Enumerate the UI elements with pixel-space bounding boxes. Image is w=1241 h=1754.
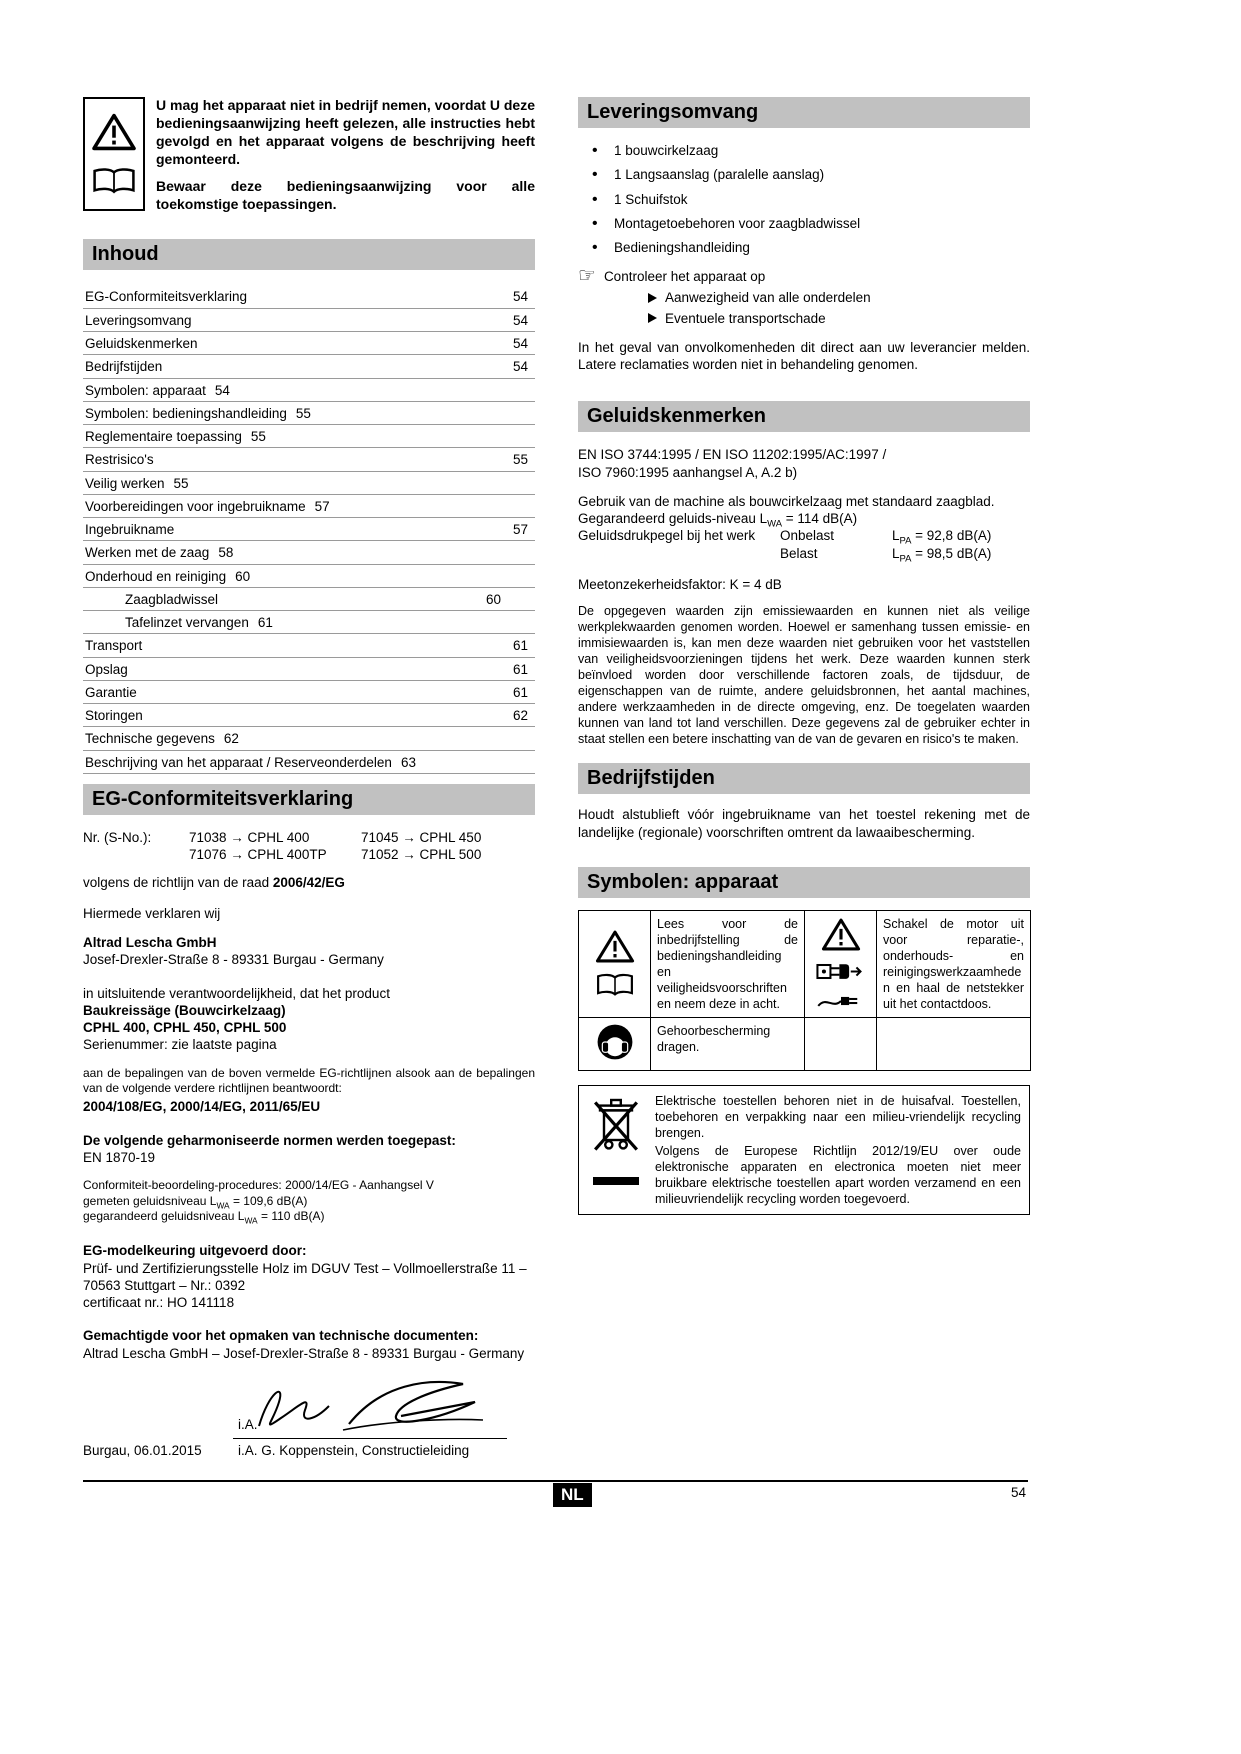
check-list bbox=[648, 289, 1030, 327]
provisions-line: aan de bepalingen van de boven vermelde EG-richtlijnen alsook aan de bepalingen van de volgende verdere richtlijnen beantwoordt: bbox=[83, 1065, 535, 1096]
noise-standards: EN ISO 3744:1995 / EN ISO 11202:1995/AC:1997 / bbox=[578, 447, 887, 463]
noise-pressure-row: Belast $L_{PA} = 98,5$ dB(A) bbox=[780, 545, 992, 565]
crossed-out-bin-icon bbox=[592, 1095, 640, 1153]
toc-item-page: 61 bbox=[512, 638, 528, 654]
ear-protection-icon bbox=[596, 1023, 634, 1061]
language-badge: NL bbox=[553, 1483, 592, 1507]
signature-line bbox=[233, 1438, 507, 1439]
section-header-inhoud: Inhoud bbox=[83, 239, 535, 270]
section-header-noise: Geluidskenmerken bbox=[578, 401, 1030, 432]
toc-item bbox=[83, 704, 535, 727]
section-header-hours: Bedrijfstijden bbox=[578, 763, 1030, 794]
toc-item-label: Werken met de zaag bbox=[85, 545, 210, 561]
toc-item bbox=[83, 541, 535, 564]
toc-item-label: Voorbereidingen voor ingebruikname bbox=[85, 498, 306, 514]
toc-item-page: 63 bbox=[400, 754, 416, 770]
ec-exam-body: Prüf- und Zertifizierungsstelle Holz im DGUV Test – Vollmoellerstraße 11 – 70563 Stuttgart – Nr.: 0392 bbox=[83, 1260, 527, 1293]
toc-item bbox=[83, 518, 535, 541]
plug-cable-icon bbox=[815, 991, 867, 1011]
unplug-icon bbox=[815, 960, 867, 983]
left-column bbox=[83, 97, 535, 1472]
toc-item-page: 57 bbox=[512, 522, 528, 538]
signature-block bbox=[83, 1380, 535, 1472]
signatory-name: i.A. G. Koppenstein, Constructieleiding bbox=[238, 1442, 470, 1458]
toc-item bbox=[83, 751, 535, 774]
section-header-delivery: Leveringsomvang bbox=[578, 97, 1030, 128]
list-item: • 1 Schuifstok bbox=[592, 191, 1030, 208]
docs-line: Altrad Lescha GmbH – Josef-Drexler-Straße 8 - 89331 Burgau - Germany bbox=[83, 1345, 525, 1361]
right-column bbox=[578, 97, 1030, 1215]
docs-heading: Gemachtigde voor het opmaken van technische documenten: bbox=[83, 1328, 479, 1344]
model-entry: 71076 → CPHL 400TP bbox=[189, 847, 327, 863]
norms-heading: De volgende geharmoniseerde normen werden toegepast: bbox=[83, 1132, 456, 1148]
noise-usage: Gebruik van de machine als bouwcirkelzaag met standaard zaagblad. bbox=[578, 493, 995, 509]
toc-item-page: 54 bbox=[512, 312, 528, 328]
symbols-table bbox=[578, 910, 1031, 1071]
toc-item-page: 60 bbox=[485, 591, 501, 607]
warning-box bbox=[83, 97, 145, 211]
page-footer bbox=[83, 1480, 1028, 1506]
toc-item-label: Onderhoud en reiniging bbox=[85, 568, 227, 584]
toc-item-label: Restrisico's bbox=[85, 452, 154, 468]
toc-item-label: Storingen bbox=[85, 708, 143, 724]
responsibility-line: in uitsluitende verantwoordelijkheid, dat het product bbox=[83, 985, 390, 1001]
norms-value: EN 1870-19 bbox=[83, 1149, 156, 1165]
toc-item bbox=[83, 681, 535, 704]
toc-item-page: 54 bbox=[512, 335, 528, 351]
model-entry: 71052 → CPHL 500 bbox=[361, 847, 482, 863]
serial-number-block bbox=[83, 829, 535, 864]
toc-item bbox=[83, 611, 535, 634]
model-entry: 71038 → CPHL 400 bbox=[189, 830, 310, 846]
toc-item-page: 55 bbox=[512, 452, 528, 468]
declaration-line: Hiermede verklaren wij bbox=[83, 905, 221, 921]
toc-item-label: Ingebruikname bbox=[85, 522, 175, 538]
list-item: • Montagetoebehoren voor zaagbladwissel bbox=[592, 215, 1030, 232]
intro-paragraph: Bewaar deze bedieningsaanwijzing voor alle toekomstige toepassingen. bbox=[156, 177, 535, 212]
list-item: • 1 Langsaanslag (paralelle aanslag) bbox=[592, 166, 1030, 183]
model-entry: 71045 → CPHL 450 bbox=[361, 830, 482, 846]
toc-item-label: Tafelinzet vervangen bbox=[125, 615, 249, 631]
toc-item-page: 57 bbox=[314, 498, 330, 514]
toc-item-label: Transport bbox=[85, 638, 143, 654]
list-item: Eventuele transportschade bbox=[648, 310, 1030, 327]
toc-item-label: Garantie bbox=[85, 684, 137, 700]
delivery-list bbox=[592, 142, 1030, 256]
toc-item-label: Symbolen: apparaat bbox=[85, 382, 206, 398]
read-manual-notice bbox=[83, 97, 535, 213]
toc-item bbox=[83, 379, 535, 402]
toc-item-page: 55 bbox=[250, 429, 266, 445]
manual-book-icon bbox=[91, 166, 137, 196]
toc-item bbox=[83, 634, 535, 657]
toc-item-page: 55 bbox=[295, 405, 311, 421]
ec-exam-heading: EG-modelkeuring uitgevoerd door: bbox=[83, 1243, 307, 1259]
toc-item-page: 62 bbox=[512, 708, 528, 724]
toc-item bbox=[83, 332, 535, 355]
weee-box bbox=[578, 1085, 1030, 1215]
list-item: • 1 bouwcirkelzaag bbox=[592, 142, 1030, 159]
toc-item-label: Veilig werken bbox=[85, 475, 165, 491]
toc-item-page: 55 bbox=[173, 475, 189, 491]
toc-item-label: Technische gegevens bbox=[85, 731, 215, 747]
toc-item-page: 54 bbox=[512, 359, 528, 375]
toc-item-label: Beschrijving van het apparaat / Reserveonderdelen bbox=[85, 754, 392, 770]
table-of-contents bbox=[83, 285, 535, 774]
toc-item bbox=[83, 402, 535, 425]
conformity-body bbox=[83, 829, 535, 1472]
toc-item bbox=[83, 565, 535, 588]
symbol-description: Schakel de motor uit voor reparatie-, onderhouds- en reinigingswerkzaamheden en haal de netstekker uit het contactdoos. bbox=[877, 910, 1031, 1017]
section-header-conformity: EG-Conformiteitsverklaring bbox=[83, 784, 535, 815]
signature-icon bbox=[231, 1374, 501, 1438]
product-name: Baukreissäge (Bouwcirkelzaag) bbox=[83, 1002, 286, 1018]
list-item: Aanwezigheid van alle onderdelen bbox=[648, 289, 1030, 306]
serial-note: Serienummer: zie laatste pagina bbox=[83, 1037, 277, 1053]
toc-item-label: Zaagbladwissel bbox=[125, 591, 219, 607]
signature-ia: i.A. bbox=[238, 1416, 258, 1432]
model-list bbox=[189, 829, 481, 864]
ec-exam-certificate: certificaat nr.: HO 141118 bbox=[83, 1295, 235, 1311]
warning-triangle-icon bbox=[91, 112, 137, 152]
table-row bbox=[579, 1017, 1031, 1070]
toc-item bbox=[83, 727, 535, 750]
arrowhead-bullet-icon bbox=[648, 293, 657, 303]
toc-item-label: EG-Conformiteitsverklaring bbox=[85, 289, 248, 305]
pointing-hand-icon: ☞ bbox=[578, 265, 596, 288]
toc-item-page: 61 bbox=[257, 615, 273, 631]
toc-item-page: 54 bbox=[512, 289, 528, 305]
directive-line: volgens de richtlijn van de raad 2006/42/EG bbox=[83, 874, 345, 890]
toc-item bbox=[83, 425, 535, 448]
toc-item-page: 60 bbox=[235, 568, 251, 584]
symbol-description: Gehoorbescherming dragen. bbox=[651, 1017, 805, 1070]
toc-item bbox=[83, 448, 535, 471]
toc-item-label: Opslag bbox=[85, 661, 128, 677]
toc-item bbox=[83, 658, 535, 681]
toc-item-label: Geluidskenmerken bbox=[85, 335, 198, 351]
measured-level-line: gemeten geluidsniveau $L_{WA} = 109,6$ dB(A) bbox=[83, 1193, 308, 1210]
weee-paragraph: Elektrische toestellen behoren niet in de huisafval. Toestellen, toebehoren en verpakking naar een milieu-vriendelijk recycling brengen. bbox=[655, 1094, 1021, 1141]
toc-item-label: Reglementaire toepassing bbox=[85, 429, 242, 445]
intro-paragraph: U mag het apparaat niet in bedrijf nemen, voordat U deze bedieningsaanwijzing heeft gelezen, alle instructies hebt gevolgd en het apparaat volgens de beschrijving heeft gemonteerd. bbox=[156, 97, 535, 167]
guaranteed-level-line: gegarandeerd geluidsniveau $L_{WA} = 110$ dB(A) bbox=[83, 1208, 325, 1226]
toc-item bbox=[83, 285, 535, 308]
arrowhead-bullet-icon bbox=[648, 313, 657, 323]
toc-item-page: 58 bbox=[218, 545, 234, 561]
noise-standards: ISO 7960:1995 aanhangsel A, A.2 b) bbox=[578, 464, 798, 480]
noise-pressure-row: Geluidsdrukpegel bij het werk Onbelast $L_{PA} = 92,8$ dB(A) bbox=[578, 528, 992, 548]
toc-item bbox=[83, 472, 535, 495]
toc-item-page: 61 bbox=[512, 684, 528, 700]
toc-item-page: 61 bbox=[512, 661, 528, 677]
check-heading: ☞ Controleer het apparaat op bbox=[578, 265, 766, 288]
warning-triangle-icon bbox=[595, 929, 635, 964]
company-name: Altrad Lescha GmbH bbox=[83, 935, 217, 951]
section-header-symbols: Symbolen: apparaat bbox=[578, 867, 1030, 898]
toc-item-label: Leveringsomvang bbox=[85, 312, 192, 328]
toc-item bbox=[83, 588, 535, 611]
serial-number-label: Nr. (S-No.): bbox=[83, 830, 152, 846]
table-row bbox=[579, 910, 1031, 1017]
delivery-note: In het geval van onvolkomenheden dit direct aan uw leverancier melden. Latere reclamaties worden niet in behandeling genomen. bbox=[578, 339, 1030, 373]
toc-item bbox=[83, 495, 535, 518]
noise-uncertainty: Meetonzekerheidsfaktor: K = 4 dB bbox=[578, 576, 782, 592]
warning-triangle-icon bbox=[821, 917, 861, 952]
toc-item bbox=[83, 309, 535, 332]
toc-item bbox=[83, 355, 535, 378]
toc-item-page: 54 bbox=[214, 382, 230, 398]
toc-item-label: Symbolen: bedieningshandleiding bbox=[85, 405, 287, 421]
place-date: Burgau, 06.01.2015 bbox=[83, 1442, 202, 1458]
weee-paragraph: Volgens de Europese Richtlijn 2012/19/EU over oude elektronische apparaten en electronica moeten niet meer bruikbare elektrische toestellen apart worden verzamend en een milieuvriendelijk recycling worden toegevoerd. bbox=[655, 1144, 1021, 1207]
symbol-description: Lees voor de inbedrijfstelling de bedieningshandleiding en veiligheidsvoorschriften en neem deze in acht. bbox=[651, 910, 805, 1017]
manual-book-icon bbox=[595, 972, 635, 998]
weee-bar-icon bbox=[593, 1177, 639, 1185]
list-item: • Bedieningshandleiding bbox=[592, 239, 1030, 256]
procedure-line: Conformiteit-beoordeling-procedures: 2000/14/EG - Aanhangsel V bbox=[83, 1178, 434, 1193]
intro-text bbox=[156, 97, 535, 213]
toc-item-label: Bedrijfstijden bbox=[85, 359, 163, 375]
toc-item-page: 62 bbox=[223, 731, 239, 747]
company-address: Josef-Drexler-Straße 8 - 89331 Burgau - Germany bbox=[83, 952, 384, 968]
product-models: CPHL 400, CPHL 450, CPHL 500 bbox=[83, 1020, 287, 1036]
noise-guaranteed-level: Gegarandeerd geluids-niveau $L_{WA} = 114$ dB(A) bbox=[578, 511, 858, 530]
page-number: 54 bbox=[1010, 1485, 1026, 1500]
noise-paragraph: De opgegeven waarden zijn emissiewaarden en kunnen niet als veilige werkplekwaarden genomen worden. Hoewel er samenhang tussen emissie- en immisiewaarden is, kan men deze waarden niet gebruiken voor het vaststellen van veiligheidsvoorzieningen tijdens het werk. Deze waarden kunnen sterk beïnvloed worden door verschillende factoren zoals, de tijdsduur, de eigenschappen van de ruimte, andere geluidsbronnen, het aantal machines, andere werkzaamheden in de directe omgeving, enz. De toegelaten waarden kunnen van land tot land verschillen. Deze gegevens zal de gebruiker echter in staat stellen een betere inschatting van de van de gevaren en risico's te maken. bbox=[578, 604, 1030, 747]
further-directives: 2004/108/EG, 2000/14/EG, 2011/65/EU bbox=[83, 1099, 321, 1115]
hours-paragraph: Houdt alstublieft vóór ingebruikname van het toestel rekening met de landelijke (regionale) voorschriften omtrent da lawaaibescherming. bbox=[578, 807, 1030, 840]
